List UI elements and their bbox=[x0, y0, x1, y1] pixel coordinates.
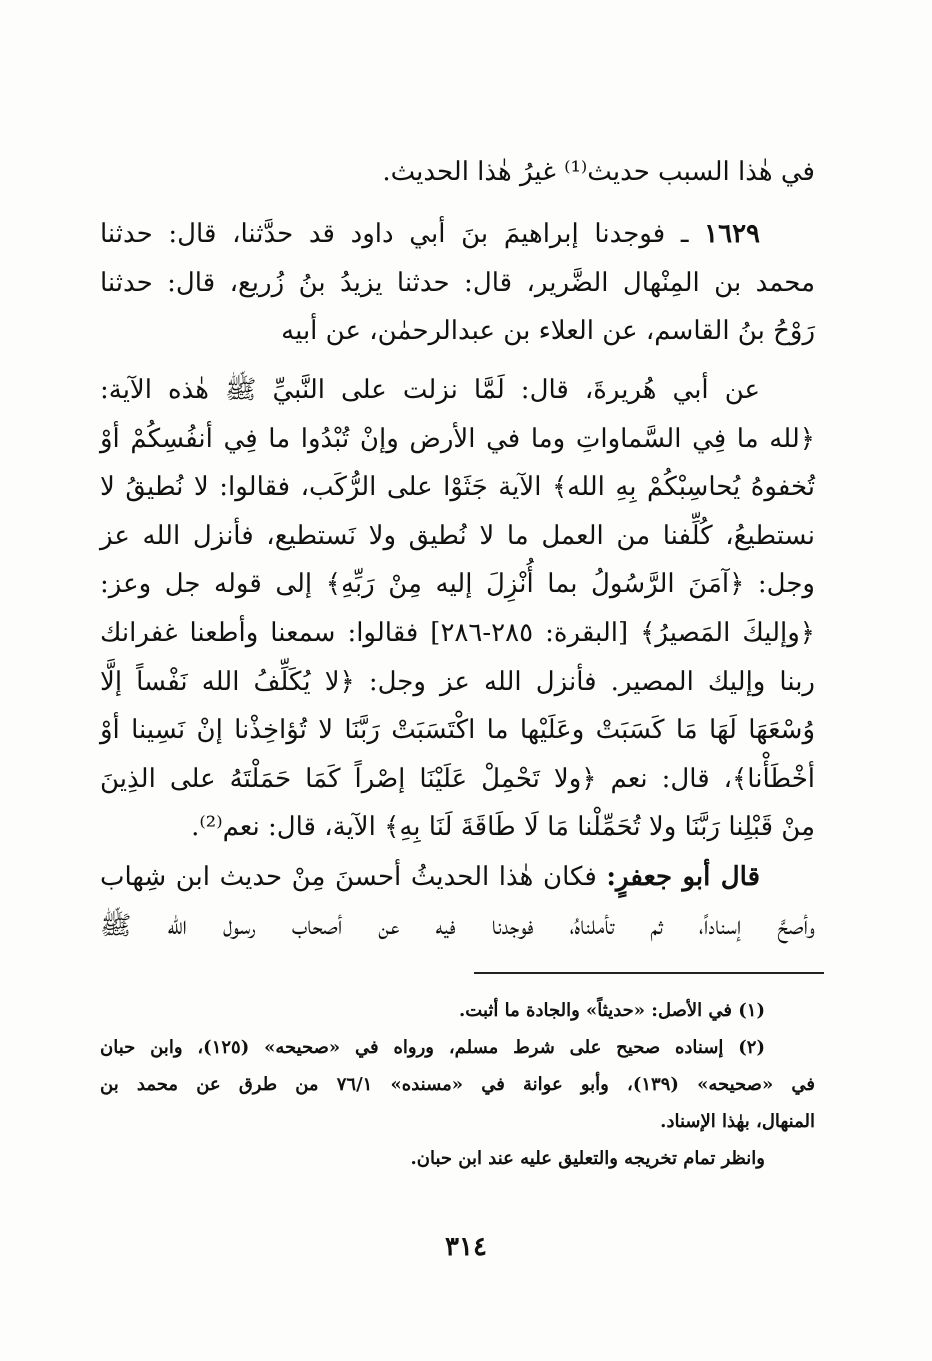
footnote-separator bbox=[474, 972, 824, 974]
footnote-2-line: المنهال، بهٰذا الإسناد. bbox=[660, 1111, 815, 1132]
footnotes bbox=[100, 992, 815, 1177]
text-line: رَوْحُ بنُ القاسم، عن العلاء بن عبدالرحمٰن، عن أبيه bbox=[281, 316, 815, 347]
text-line: مِنْ قَبْلِنا رَبَّنَا ولا تُحَمِّلْنا مَا لَا طَاقَةَ لَنَا بِهِ﴾ الآية، قال: نعم⁽²⁾. bbox=[191, 812, 815, 843]
text-line: وأصحَّ إسناداً، ثم تأملناهُ، فوجدنا فيه عن أصحاب رسول الله ﷺ bbox=[100, 910, 815, 941]
footnote-2-line: وانظر تمام تخريجه والتعليق عليه عند ابن حبان. bbox=[410, 1148, 765, 1169]
text-line: وجل: ﴿آمَنَ الرَّسُولُ بما أُنْزِلَ إليه مِنْ رَبِّهِ﴾ إلى قوله جل وعز: bbox=[100, 569, 815, 600]
text-line: نستطيعُ، كُلِّفنا من العمل ما لا نُطيق ولا نَستطيع، فأنزل الله عز bbox=[100, 520, 815, 551]
text-line: أخْطَأْنا﴾، قال: نعم ﴿ولا تَحْمِلْ عَلَيْنَا إصْراً كَمَا حَمَلْتَهُ على الذِينَ bbox=[100, 763, 815, 794]
text-line: تُخفوهُ يُحاسِبْكُمْ بِهِ الله﴾ الآية جَثَوْا على الرُّكَب، فقالوا: لا نُطيقُ لا bbox=[100, 472, 815, 503]
text-line: عن أبي هُريرةَ، قال: لَمَّا نزلت على النَّبيِّ ﷺ هٰذه الآية: bbox=[100, 375, 760, 405]
text-line: قال أبو جعفرٍ: فكان هٰذا الحديثُ أحسنَ مِنْ حديث ابن شِهاب bbox=[100, 862, 760, 892]
text-line: في هٰذا السبب حديث⁽¹⁾ غيرُ هٰذا الحديث. bbox=[382, 157, 815, 187]
quran-verse-line: ﴿لله ما فِي السَّماواتِ وما في الأرض وإنْ تُبْدُوا ما فِي أنفُسِكُمْ أوْ bbox=[100, 423, 815, 454]
hadith-paragraph bbox=[100, 366, 815, 852]
page-number: ٣١٤ bbox=[445, 1232, 487, 1262]
text-line: محمد بن المِنْهال الضَّرير، قال: حدثنا يزيدُ بنُ زُريع، قال: حدثنا bbox=[100, 267, 815, 298]
speaker-label: قال أبو جعفرٍ: bbox=[606, 862, 760, 892]
hadith-number-line: ١٦٢٩ ـ فوجدنا إبراهيمَ بنَ أبي داود قد حدَّثنا، قال: حدثنا bbox=[100, 219, 760, 249]
text-line: ربنا وإليك المصير. فأنزل الله عز وجل: ﴿لا يُكَلِّفُ الله نَفْساً إلَّا bbox=[100, 666, 815, 697]
commentary-paragraph bbox=[100, 853, 815, 950]
footnote-1: (١) في الأصل: «حديثاً» والجادة ما أثبت. bbox=[459, 1000, 765, 1021]
text-line: ﴿وإليكَ المَصيرُ﴾ [البقرة: ٢٨٥-٢٨٦] فقالوا: سمعنا وأطعنا غفرانك bbox=[100, 617, 816, 648]
quran-verse-line: وُسْعَهَا لَهَا مَا كَسَبَتْ وعَلَيْها ما اكْتَسَبَتْ رَبَّنَا لا تُؤاخِذْنا إنْ نَسِينا أوْ bbox=[100, 715, 815, 746]
footnote-2-line: في «صحيحه» (١٣٩)، وأبو عوانة في «مسنده» ٧٦/١ من طرق عن محمد بن bbox=[100, 1074, 815, 1095]
isnad-paragraph bbox=[100, 210, 815, 356]
intro-paragraph bbox=[100, 148, 815, 197]
footnote-2: (٢) إسناده صحيح على شرط مسلم، ورواه في «صحيحه» (١٢٥)، وابن حبان bbox=[100, 1037, 765, 1058]
hadith-number: ١٦٢٩ bbox=[704, 219, 760, 249]
